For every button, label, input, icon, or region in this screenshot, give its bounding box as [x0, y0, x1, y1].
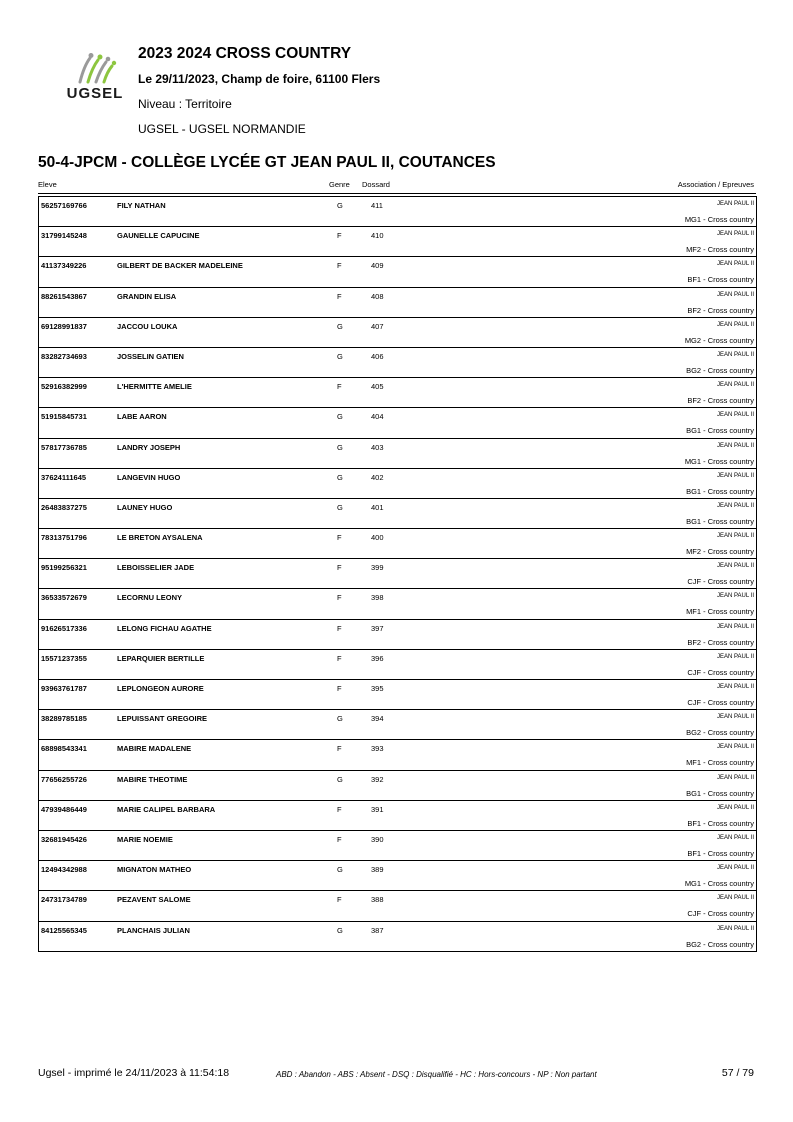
- student-dossard: 407: [371, 321, 384, 331]
- student-dossard: 404: [371, 412, 384, 422]
- student-dossard: 401: [371, 502, 384, 512]
- student-id: 77656255726: [41, 774, 87, 784]
- col-eleve: Eleve: [38, 180, 57, 189]
- student-genre: F: [337, 261, 342, 271]
- student-genre: G: [337, 321, 343, 331]
- student-event: BF2 - Cross country: [687, 305, 754, 315]
- table-row: [39, 679, 756, 709]
- student-genre: G: [337, 714, 343, 724]
- student-genre: F: [337, 653, 342, 663]
- student-association: JEAN PAUL II: [716, 533, 754, 540]
- student-id: 95199256321: [41, 563, 87, 573]
- student-genre: G: [337, 925, 343, 935]
- student-event: BG2 - Cross country: [686, 728, 754, 738]
- student-name: PLANCHAIS JULIAN: [117, 925, 190, 935]
- student-event: BG2 - Cross country: [686, 939, 754, 949]
- student-genre: G: [337, 502, 343, 512]
- student-event: MF1 - Cross country: [686, 607, 754, 617]
- student-association: JEAN PAUL II: [716, 865, 754, 872]
- student-name: JACCOU LOUKA: [117, 321, 178, 331]
- table-row: [39, 921, 756, 951]
- student-association: JEAN PAUL II: [716, 291, 754, 298]
- event-organisation: UGSEL - UGSEL NORMANDIE: [138, 122, 306, 136]
- student-event: BF1 - Cross country: [687, 275, 754, 285]
- student-name: JOSSELIN GATIEN: [117, 351, 184, 361]
- school-title: 50-4-JPCM - COLLÈGE LYCÉE GT JEAN PAUL II, COUTANCES: [38, 154, 496, 171]
- table-row: [39, 649, 756, 679]
- student-dossard: 395: [371, 684, 384, 693]
- student-dossard: 391: [371, 804, 384, 814]
- table-row: [39, 588, 756, 618]
- student-event: CJF - Cross country: [687, 698, 754, 707]
- table-row: [39, 709, 756, 739]
- student-dossard: 387: [371, 925, 384, 935]
- student-association: JEAN PAUL II: [716, 502, 754, 509]
- student-association: JEAN PAUL II: [716, 201, 754, 207]
- student-association: JEAN PAUL II: [716, 351, 754, 358]
- student-id: 24731734789: [41, 895, 87, 905]
- student-association: JEAN PAUL II: [716, 774, 754, 781]
- event-date-location: Le 29/11/2023, Champ de foire, 61100 Flers: [138, 72, 381, 86]
- page-number: 57 / 79: [721, 1067, 754, 1079]
- student-genre: F: [337, 895, 342, 905]
- student-id: 83282734693: [41, 351, 87, 361]
- student-id: 26483837275: [41, 502, 87, 512]
- student-association: JEAN PAUL II: [716, 834, 754, 841]
- student-name: LEPLONGEON AURORE: [117, 684, 204, 693]
- student-genre: G: [337, 865, 343, 875]
- student-association: JEAN PAUL II: [716, 321, 754, 328]
- student-id: 36533572679: [41, 593, 87, 603]
- student-dossard: 403: [371, 442, 384, 452]
- student-dossard: 397: [371, 623, 384, 633]
- col-association: Association / Epreuves: [677, 180, 754, 189]
- student-dossard: 394: [371, 714, 384, 724]
- table-row: [39, 438, 756, 468]
- runners-icon: [60, 52, 130, 86]
- student-genre: F: [337, 834, 342, 844]
- table-row: [39, 619, 756, 649]
- student-event: MG1 - Cross country: [684, 456, 754, 466]
- student-event: MG1 - Cross country: [684, 215, 754, 224]
- student-name: MARIE CALIPEL BARBARA: [117, 804, 216, 814]
- table-row: [39, 890, 756, 920]
- student-name: LECORNU LEONY: [117, 593, 183, 603]
- col-dossard: Dossard: [362, 180, 390, 189]
- student-event: BF1 - Cross country: [687, 848, 754, 858]
- student-id: 84125565345: [41, 925, 87, 935]
- student-name: LANDRY JOSEPH: [117, 442, 181, 452]
- table-row: [39, 347, 756, 377]
- student-name: LABE AARON: [117, 412, 167, 422]
- student-name: MABIRE MADALENE: [117, 744, 192, 754]
- student-name: MABIRE THEOTIME: [117, 774, 188, 784]
- student-genre: F: [337, 804, 342, 814]
- table-row: [39, 770, 756, 800]
- student-dossard: 399: [371, 563, 384, 573]
- student-dossard: 402: [371, 472, 384, 482]
- student-name: LELONG FICHAU AGATHE: [117, 623, 212, 633]
- table-row: [39, 196, 756, 226]
- student-dossard: 396: [371, 653, 384, 663]
- students-table: [38, 196, 757, 952]
- student-genre: G: [337, 472, 343, 482]
- student-genre: G: [337, 412, 343, 422]
- student-association: JEAN PAUL II: [716, 804, 754, 811]
- student-name: MIGNATON MATHEO: [117, 865, 192, 875]
- student-id: 41137349226: [41, 261, 87, 271]
- student-dossard: 409: [371, 261, 384, 271]
- logo-wordmark: UGSEL: [66, 85, 124, 102]
- student-association: JEAN PAUL II: [716, 261, 754, 268]
- student-dossard: 408: [371, 291, 384, 301]
- student-event: MF1 - Cross country: [686, 758, 754, 768]
- student-id: 57817736785: [41, 442, 87, 452]
- document-header: [138, 44, 380, 137]
- student-event: MF2 - Cross country: [686, 547, 754, 557]
- student-id: 37624111645: [41, 472, 87, 482]
- student-association: JEAN PAUL II: [716, 231, 754, 238]
- student-association: JEAN PAUL II: [716, 563, 754, 570]
- student-association: JEAN PAUL II: [716, 714, 754, 721]
- student-event: BF2 - Cross country: [687, 396, 754, 406]
- student-association: JEAN PAUL II: [716, 684, 754, 690]
- table-row: [39, 558, 756, 588]
- page-footer: [38, 1067, 754, 1081]
- student-name: GRANDIN ELISA: [117, 291, 177, 301]
- student-dossard: 411: [371, 201, 383, 210]
- table-row: [39, 860, 756, 890]
- student-association: JEAN PAUL II: [716, 382, 754, 389]
- student-name: LEPARQUIER BERTILLE: [117, 653, 205, 663]
- student-genre: F: [337, 533, 342, 543]
- student-event: CJF - Cross country: [687, 577, 754, 587]
- student-dossard: 405: [371, 382, 384, 392]
- table-row: [39, 800, 756, 830]
- student-association: JEAN PAUL II: [716, 653, 754, 660]
- student-id: 91626517336: [41, 623, 87, 633]
- event-level: Niveau : Territoire: [138, 97, 232, 111]
- student-id: 88261543867: [41, 291, 87, 301]
- student-event: MG2 - Cross country: [684, 335, 754, 345]
- student-association: JEAN PAUL II: [716, 925, 754, 932]
- student-id: 93963761787: [41, 684, 87, 693]
- student-name: GILBERT DE BACKER MADELEINE: [117, 261, 243, 271]
- student-association: JEAN PAUL II: [716, 593, 754, 600]
- student-event: BF2 - Cross country: [687, 637, 754, 647]
- col-genre: Genre: [329, 180, 350, 189]
- student-event: MF2 - Cross country: [686, 245, 754, 255]
- student-dossard: 393: [371, 744, 384, 754]
- table-row: [39, 287, 756, 317]
- student-event: BG1 - Cross country: [686, 486, 754, 496]
- student-genre: G: [337, 442, 343, 452]
- table-header: [38, 179, 756, 194]
- student-id: 47939486449: [41, 804, 87, 814]
- table-row: [39, 468, 756, 498]
- table-row: [39, 377, 756, 407]
- student-genre: F: [337, 563, 342, 573]
- student-event: MG1 - Cross country: [684, 879, 754, 889]
- status-legend: ABD : Abandon - ABS : Absent - DSQ : Disqualifié - HC : Hors-concours - NP : Non partant: [276, 1070, 597, 1079]
- student-dossard: 410: [371, 231, 384, 241]
- student-name: LEPUISSANT GREGOIRE: [117, 714, 208, 724]
- table-row: [39, 256, 756, 286]
- student-name: L'HERMITTE AMELIE: [117, 382, 192, 392]
- student-dossard: 392: [371, 774, 384, 784]
- student-event: CJF - Cross country: [687, 667, 754, 677]
- student-dossard: 406: [371, 351, 384, 361]
- student-association: JEAN PAUL II: [716, 744, 754, 751]
- student-id: 52916382999: [41, 382, 87, 392]
- student-event: BG1 - Cross country: [686, 516, 754, 526]
- student-event: CJF - Cross country: [687, 909, 754, 919]
- student-association: JEAN PAUL II: [716, 412, 754, 419]
- student-id: 51915845731: [41, 412, 87, 422]
- student-genre: G: [337, 351, 343, 361]
- student-genre: F: [337, 291, 342, 301]
- student-id: 78313751796: [41, 533, 87, 543]
- student-name: LE BRETON AYSALENA: [117, 533, 203, 543]
- student-name: LEBOISSELIER JADE: [117, 563, 195, 573]
- table-row: [39, 528, 756, 558]
- ugsel-logo: [60, 52, 130, 108]
- student-id: 56257169766: [41, 201, 87, 210]
- student-genre: G: [337, 201, 343, 210]
- student-id: 38289785185: [41, 714, 87, 724]
- student-association: JEAN PAUL II: [716, 895, 754, 902]
- student-id: 12494342988: [41, 865, 87, 875]
- student-event: BG1 - Cross country: [686, 426, 754, 436]
- student-association: JEAN PAUL II: [716, 472, 754, 479]
- student-dossard: 390: [371, 834, 384, 844]
- student-name: GAUNELLE CAPUCINE: [117, 231, 200, 241]
- student-event: BF1 - Cross country: [687, 818, 754, 828]
- student-id: 15571237355: [41, 653, 87, 663]
- student-genre: F: [337, 593, 342, 603]
- student-dossard: 388: [371, 895, 384, 905]
- student-dossard: 400: [371, 533, 384, 543]
- student-event: BG2 - Cross country: [686, 365, 754, 375]
- table-row: [39, 317, 756, 347]
- table-row: [39, 407, 756, 437]
- student-id: 32681945426: [41, 834, 87, 844]
- student-dossard: 389: [371, 865, 384, 875]
- table-row: [39, 498, 756, 528]
- student-genre: F: [337, 623, 342, 633]
- student-genre: F: [337, 744, 342, 754]
- student-genre: G: [337, 774, 343, 784]
- student-dossard: 398: [371, 593, 384, 603]
- student-genre: F: [337, 382, 342, 392]
- student-genre: F: [337, 231, 342, 241]
- student-id: 69128991837: [41, 321, 87, 331]
- student-id: 68898543341: [41, 744, 87, 754]
- student-event: BG1 - Cross country: [686, 788, 754, 798]
- student-association: JEAN PAUL II: [716, 442, 754, 449]
- student-name: LAUNEY HUGO: [117, 502, 173, 512]
- table-row: [39, 830, 756, 860]
- student-association: JEAN PAUL II: [716, 623, 754, 630]
- print-date: Ugsel - imprimé le 24/11/2023 à 11:54:18: [38, 1067, 230, 1079]
- student-name: FILY NATHAN: [117, 201, 166, 210]
- event-title: 2023 2024 CROSS COUNTRY: [138, 45, 352, 62]
- student-id: 31799145248: [41, 231, 87, 241]
- student-name: PEZAVENT SALOME: [117, 895, 191, 905]
- table-row: [39, 739, 756, 769]
- student-name: LANGEVIN HUGO: [117, 472, 181, 482]
- student-name: MARIE NOEMIE: [117, 834, 173, 844]
- student-genre: F: [337, 684, 342, 693]
- table-row: [39, 226, 756, 256]
